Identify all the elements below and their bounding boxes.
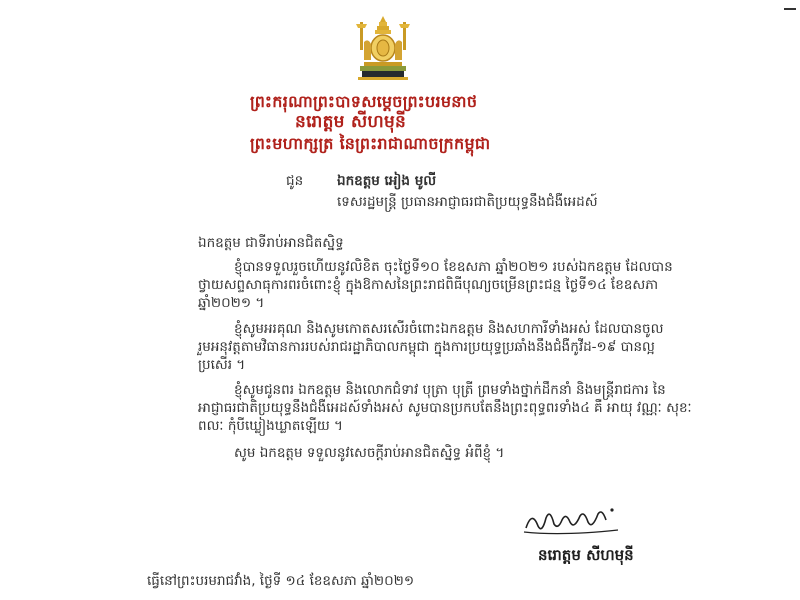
paragraph-3-line-2: អាជ្ញាធរជាតិប្រយុទ្ធនឹងជំងឺអេដស៍ទាំងអស់ សូមបានប្រកបតែនឹងព្រះពុទ្ធពរទាំង៤ គឺ អាយុ វណ្ណៈ សុខៈ <box>198 400 692 416</box>
signature-printed-name: នរោត្ដម សីហមុនី <box>538 546 634 564</box>
paragraph-3-line-3: ពលៈ កុំបីឃ្លៀងឃ្លាតឡើយ ។ <box>198 418 343 434</box>
paragraph-1-line-1: ខ្ញុំបានទទួលរួចហើយនូវលិខិត ចុះថ្ងៃទី១០ ខែឧសភា ឆ្នាំ២០២១ របស់ឯកឧត្តម ដែលបាន <box>234 259 673 275</box>
handwritten-signature <box>522 500 622 538</box>
date-line: ធ្វើនៅព្រះបរមរាជវាំង, ថ្ងៃទី ១៤ ខែឧសភា ឆ្នាំ២០២១ <box>147 573 415 589</box>
paragraph-1-line-3: ឆ្នាំ២០២១ ។ <box>198 295 265 311</box>
royal-emblem-icon <box>352 14 414 82</box>
paragraph-1-line-2: ថ្វាយសព្ទសាធុការពរចំពោះខ្ញុំ ក្នុងឱកាសនៃព្រះរាជពិធីបុណ្យចម្រើនព្រះជន្ម ថ្ងៃទី១៤ ខែឧសភា <box>198 277 659 293</box>
recipient-title: ទេសរដ្ឋមន្ត្រី ប្រធានអាជ្ញាធរជាតិប្រយុទ្ធនឹងជំងឺអេដស៍ <box>337 194 598 210</box>
closing-line: សូម ឯកឧត្តម ទទួលនូវសេចក្តីរាប់អានជិតស្និទ្ធ អំពីខ្ញុំ ។ <box>234 445 505 461</box>
paragraph-2-line-1: ខ្ញុំសូមអរគុណ និងសូមកោតសរសើរចំពោះឯកឧត្តម និងសហការីទាំងអស់ ដែលបានចូល <box>234 321 664 337</box>
recipient-name: ឯកឧត្តម អៀង មូលី <box>337 173 437 189</box>
salutation: ឯកឧត្តម ជាទីរាប់អានជិតស្និទ្ធ <box>198 235 344 251</box>
paragraph-2-line-2: រួមអនុវត្តតាមវិធានការរបស់រាជរដ្ឋាភិបាលកម្ពុជា ក្នុងការប្រយុទ្ធប្រឆាំងនឹងជំងឺកូវីដ-១៩ បានល្អ <box>198 339 655 355</box>
recipient-to-label: ជូន <box>286 173 304 189</box>
letterhead-line-1: ព្រះករុណាព្រះបាទសម្ដេចព្រះបរមនាថ <box>250 92 478 111</box>
letterhead-line-3: ព្រះមហាក្សត្រ នៃព្រះរាជាណាចក្រកម្ពុជា <box>250 134 491 153</box>
corner-mark <box>784 8 796 10</box>
letterhead-line-2: នរោត្ដម សីហមុនី <box>295 112 407 132</box>
paragraph-2-line-3: ប្រសើរ ។ <box>198 357 246 373</box>
paragraph-3-line-1: ខ្ញុំសូមជូនពរ ឯកឧត្តម និងលោកជំទាវ បុត្រា បុត្រី ព្រមទាំងថ្នាក់ដឹកនាំ និងមន្ត្រីរាជការ នៃ <box>234 382 666 398</box>
